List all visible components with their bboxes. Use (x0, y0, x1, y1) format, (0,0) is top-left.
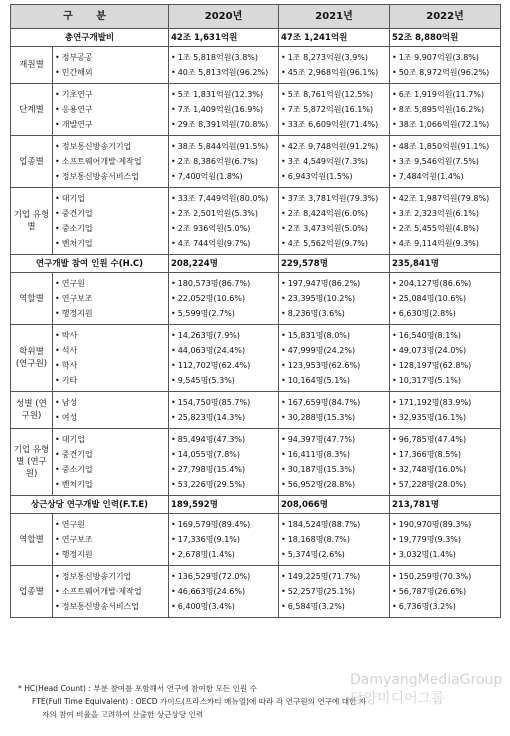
value-cell-2020 (169, 47, 279, 84)
list-item: • 대기업 (55, 432, 166, 447)
group-label: 업종별 (11, 136, 53, 188)
group-items (53, 188, 169, 255)
list-item: • 기초연구 (55, 87, 166, 102)
value-item: • 30,288명(15.3%) (281, 410, 387, 425)
section-total-value: 213,781명 (390, 496, 501, 514)
group-row (11, 566, 501, 618)
note-hc: * HC(Head Count) : 부분 참여를 포함해서 연구에 참여한 모든 인원 수 (18, 684, 257, 693)
value-item: • 1조 8,273억원(3.9%) (281, 50, 387, 65)
section-total-row (11, 255, 501, 273)
value-item: • 5,599명(2.7%) (171, 306, 276, 321)
value-item: • 17,336명(9.1%) (171, 532, 276, 547)
group-label: 기업 유형별 (연구원) (11, 429, 53, 496)
section-total-value: 229,578명 (279, 255, 390, 273)
value-item: • 3조 9,546억원(7.5%) (392, 154, 498, 169)
value-item: • 9,545명(5.3%) (171, 373, 276, 388)
list-item: • 소프트웨어개발·제작업 (55, 154, 166, 169)
group-row (11, 136, 501, 188)
value-item: • 38조 5,844억원(91.5%) (171, 139, 276, 154)
header-2022: 2022년 (390, 5, 501, 29)
value-item: • 42조 9,748억원(91.2%) (281, 139, 387, 154)
value-cell-2020 (169, 392, 279, 429)
group-items (53, 84, 169, 136)
value-item: • 3조 4,549억원(7.3%) (281, 154, 387, 169)
list-item: • 학사 (55, 358, 166, 373)
value-item: • 4조 9,114억원(9.3%) (392, 236, 498, 251)
value-item: • 169,579명(89.4%) (171, 517, 276, 532)
list-item: • 행정지원 (55, 547, 166, 562)
value-cell-2022 (390, 514, 501, 566)
list-item: • 정보통신방송서비스업 (55, 169, 166, 184)
value-cell-2022 (390, 392, 501, 429)
group-items (53, 136, 169, 188)
value-item: • 190,970명(89.3%) (392, 517, 498, 532)
value-cell-2022 (390, 566, 501, 618)
value-item: • 6조 1,919억원(11.7%) (392, 87, 498, 102)
value-item: • 27,798명(15.4%) (171, 462, 276, 477)
list-item: • 소프트웨어개발·제작업 (55, 584, 166, 599)
section-total-value: 42조 1,631억원 (169, 29, 279, 47)
value-cell-2020 (169, 566, 279, 618)
value-cell-2021 (279, 47, 390, 84)
group-items (53, 514, 169, 566)
value-item: • 7,484억원(1.4%) (392, 169, 498, 184)
value-item: • 44,063명(24.4%) (171, 343, 276, 358)
value-cell-2020 (169, 429, 279, 496)
value-item: • 10,317명(5.1%) (392, 373, 498, 388)
value-item: • 3,032명(1.4%) (392, 547, 498, 562)
header-gubun: 구 분 (11, 5, 169, 29)
header-2021: 2021년 (279, 5, 390, 29)
list-item: • 연구보조 (55, 532, 166, 547)
value-item: • 85,494명(47.3%) (171, 432, 276, 447)
table-body (11, 29, 501, 618)
value-item: • 128,197명(62.8%) (392, 358, 498, 373)
list-item: • 박사 (55, 328, 166, 343)
value-item: • 2조 3,473억원(5.0%) (281, 221, 387, 236)
value-item: • 45조 2,968억원(96.1%) (281, 65, 387, 80)
value-cell-2021 (279, 188, 390, 255)
list-item: • 중견기업 (55, 206, 166, 221)
list-item: • 벤처기업 (55, 236, 166, 251)
value-item: • 112,702명(62.4%) (171, 358, 276, 373)
value-item: • 29조 8,391억원(70.8%) (171, 117, 276, 132)
group-items (53, 392, 169, 429)
value-item: • 4조 744억원(9.7%) (171, 236, 276, 251)
value-item: • 2조 8,424억원(6.0%) (281, 206, 387, 221)
value-item: • 47,999명(24.2%) (281, 343, 387, 358)
value-cell-2021 (279, 325, 390, 392)
list-item: • 중소기업 (55, 221, 166, 236)
value-item: • 154,750명(85.7%) (171, 395, 276, 410)
value-item: • 3조 2,323억원(6.1%) (392, 206, 498, 221)
value-cell-2021 (279, 566, 390, 618)
value-cell-2022 (390, 273, 501, 325)
group-label: 기업 유형별 (11, 188, 53, 255)
value-item: • 25,084명(10.6%) (392, 291, 498, 306)
list-item: • 민간해외 (55, 65, 166, 80)
value-cell-2022 (390, 325, 501, 392)
value-item: • 2조 5,455억원(4.8%) (392, 221, 498, 236)
value-item: • 7,400억원(1.8%) (171, 169, 276, 184)
value-cell-2020 (169, 84, 279, 136)
value-item: • 42조 1,987억원(79.8%) (392, 191, 498, 206)
value-item: • 7조 1,409억원(16.9%) (171, 102, 276, 117)
group-row (11, 188, 501, 255)
value-item: • 1조 5,818억원(3.8%) (171, 50, 276, 65)
value-item: • 5,374명(2.6%) (281, 547, 387, 562)
value-item: • 180,573명(86.7%) (171, 276, 276, 291)
group-label: 재원별 (11, 47, 53, 84)
section-total-row (11, 496, 501, 514)
group-row (11, 429, 501, 496)
value-item: • 204,127명(86.6%) (392, 276, 498, 291)
value-item: • 16,540명(8.1%) (392, 328, 498, 343)
list-item: • 중견기업 (55, 447, 166, 462)
group-label: 역할별 (11, 514, 53, 566)
value-item: • 14,263명(7.9%) (171, 328, 276, 343)
group-label: 업종별 (11, 566, 53, 618)
value-item: • 57,228명(28.0%) (392, 477, 498, 492)
list-item: • 행정지원 (55, 306, 166, 321)
value-item: • 6,736명(3.2%) (392, 599, 498, 614)
group-items (53, 429, 169, 496)
list-item: • 정부공공 (55, 50, 166, 65)
value-item: • 136,529명(72.0%) (171, 569, 276, 584)
list-item: • 연구보조 (55, 291, 166, 306)
value-item: • 6,630명(2.8%) (392, 306, 498, 321)
value-cell-2022 (390, 188, 501, 255)
value-item: • 5조 8,761억원(12.5%) (281, 87, 387, 102)
value-item: • 19,779명(9.3%) (392, 532, 498, 547)
list-item: • 중소기업 (55, 462, 166, 477)
list-item: • 응용연구 (55, 102, 166, 117)
value-item: • 40조 5,813억원(96.2%) (171, 65, 276, 80)
section-total-value: 47조 1,241억원 (279, 29, 390, 47)
value-cell-2020 (169, 136, 279, 188)
value-item: • 6,584명(3.2%) (281, 599, 387, 614)
note-fte-cont: 자의 참여 비율을 고려하여 산출한 상근상당 인력 (42, 710, 204, 719)
value-item: • 15,831명(8.0%) (281, 328, 387, 343)
group-items (53, 47, 169, 84)
section-total-value: 208,224명 (169, 255, 279, 273)
value-item: • 56,952명(28.8%) (281, 477, 387, 492)
list-item: • 남성 (55, 395, 166, 410)
value-item: • 150,259명(70.3%) (392, 569, 498, 584)
value-cell-2021 (279, 514, 390, 566)
group-items (53, 273, 169, 325)
value-item: • 4조 5,562억원(9.7%) (281, 236, 387, 251)
group-label: 학위별 (연구원) (11, 325, 53, 392)
value-item: • 8조 5,895억원(16.2%) (392, 102, 498, 117)
value-item: • 52,257명(25.1%) (281, 584, 387, 599)
value-item: • 32,748명(16.0%) (392, 462, 498, 477)
value-item: • 14,055명(7.8%) (171, 447, 276, 462)
list-item: • 벤처기업 (55, 477, 166, 492)
value-cell-2022 (390, 136, 501, 188)
watermark: DamyangMediaGroup 담양미디어그룹 (350, 672, 503, 707)
group-label: 성별 (연구원) (11, 392, 53, 429)
group-row (11, 392, 501, 429)
section-label: 상근상당 연구개발 인력(F.T.E) (11, 496, 169, 514)
group-label: 역할별 (11, 273, 53, 325)
list-item: • 정보통신방송기기업 (55, 139, 166, 154)
group-row (11, 47, 501, 84)
section-total-row (11, 29, 501, 47)
value-item: • 37조 3,781억원(79.3%) (281, 191, 387, 206)
list-item: • 대기업 (55, 191, 166, 206)
value-item: • 46,663명(24.6%) (171, 584, 276, 599)
value-item: • 25,823명(14.3%) (171, 410, 276, 425)
section-label: 연구개발 참여 인원 수(H.C) (11, 255, 169, 273)
list-item: • 여성 (55, 410, 166, 425)
value-item: • 94,397명(47.7%) (281, 432, 387, 447)
value-item: • 22,052명(10.6%) (171, 291, 276, 306)
value-cell-2020 (169, 273, 279, 325)
statistics-table (10, 4, 501, 618)
value-item: • 16,411명(8.3%) (281, 447, 387, 462)
value-cell-2020 (169, 188, 279, 255)
value-item: • 2조 8,386억원(6.7%) (171, 154, 276, 169)
list-item: • 기타 (55, 373, 166, 388)
group-items (53, 325, 169, 392)
list-item: • 연구원 (55, 517, 166, 532)
group-row (11, 514, 501, 566)
list-item: • 연구원 (55, 276, 166, 291)
group-items (53, 566, 169, 618)
value-cell-2020 (169, 325, 279, 392)
value-item: • 49,073명(24.0%) (392, 343, 498, 358)
value-item: • 17,366명(8.5%) (392, 447, 498, 462)
value-item: • 6,943억원(1.5%) (281, 169, 387, 184)
list-item: • 개발연구 (55, 117, 166, 132)
value-item: • 33조 7,449억원(80.0%) (171, 191, 276, 206)
value-item: • 171,192명(83.9%) (392, 395, 498, 410)
group-label: 단계별 (11, 84, 53, 136)
header-2020: 2020년 (169, 5, 279, 29)
value-item: • 6,400명(3.4%) (171, 599, 276, 614)
value-item: • 56,787명(26.6%) (392, 584, 498, 599)
value-item: • 2,678명(1.4%) (171, 547, 276, 562)
value-item: • 38조 1,066억원(72.1%) (392, 117, 498, 132)
group-row (11, 325, 501, 392)
value-cell-2021 (279, 273, 390, 325)
value-item: • 96,785명(47.4%) (392, 432, 498, 447)
value-item: • 7조 5,872억원(16.1%) (281, 102, 387, 117)
value-item: • 30,187명(15.3%) (281, 462, 387, 477)
value-item: • 1조 9,907억원(3.8%) (392, 50, 498, 65)
value-item: • 23,395명(10.2%) (281, 291, 387, 306)
value-item: • 5조 1,831억원(12.3%) (171, 87, 276, 102)
value-item: • 18,168명(8.7%) (281, 532, 387, 547)
list-item: • 정보통신방송기기업 (55, 569, 166, 584)
value-item: • 33조 6,609억원(71.4%) (281, 117, 387, 132)
value-item: • 197,947명(86.2%) (281, 276, 387, 291)
value-cell-2021 (279, 136, 390, 188)
list-item: • 정보통신방송서비스업 (55, 599, 166, 614)
list-item: • 석사 (55, 343, 166, 358)
value-cell-2022 (390, 47, 501, 84)
value-cell-2021 (279, 392, 390, 429)
value-cell-2021 (279, 429, 390, 496)
value-item: • 149,225명(71.7%) (281, 569, 387, 584)
value-item: • 10,164명(5.1%) (281, 373, 387, 388)
value-item: • 123,953명(62.6%) (281, 358, 387, 373)
section-total-value: 189,592명 (169, 496, 279, 514)
value-item: • 48조 1,850억원(91.1%) (392, 139, 498, 154)
value-item: • 32,935명(16.1%) (392, 410, 498, 425)
group-row (11, 273, 501, 325)
value-item: • 50조 8,972억원(96.2%) (392, 65, 498, 80)
value-item: • 184,524명(88.7%) (281, 517, 387, 532)
value-item: • 53,226명(29.5%) (171, 477, 276, 492)
value-item: • 8,236명(3.6%) (281, 306, 387, 321)
value-cell-2022 (390, 84, 501, 136)
value-item: • 2조 936억원(5.0%) (171, 221, 276, 236)
value-cell-2022 (390, 429, 501, 496)
section-label: 총연구개발비 (11, 29, 169, 47)
value-cell-2021 (279, 84, 390, 136)
header-row (11, 5, 501, 29)
value-item: • 2조 2,501억원(5.3%) (171, 206, 276, 221)
section-total-value: 52조 8,880억원 (390, 29, 501, 47)
note-fte: FTE(Full Time Equivalent) : OECD 가이드(프라스카티 매뉴얼)에 따라 각 연구원의 연구에 대한 자 (32, 697, 367, 706)
group-row (11, 84, 501, 136)
value-cell-2020 (169, 514, 279, 566)
section-total-value: 208,066명 (279, 496, 390, 514)
section-total-value: 235,841명 (390, 255, 501, 273)
value-item: • 167,659명(84.7%) (281, 395, 387, 410)
